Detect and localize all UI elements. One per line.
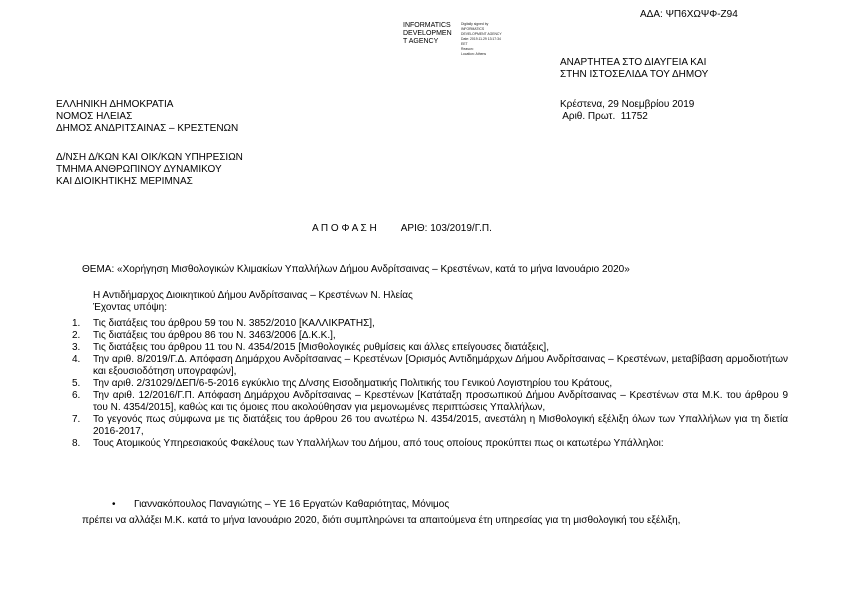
digital-signature	[461, 22, 502, 57]
header-line: ΕΛΛΗΝΙΚΗ ΔΗΜΟΚΡΑΤΙΑ	[56, 99, 174, 110]
list-item-number: 3.	[72, 342, 81, 353]
issuer-label-line: INFORMATICS	[403, 22, 451, 29]
list-item-text: Την αριθ. 8/2019/Γ.Δ. Απόφαση Δημάρχου Ανδρίτσαινας – Κρεστένων [Ορισμός Αντιδημάρχων Δήμου Ανδρίτσαινας – Κρεστένων, μεταβίβαση αρμοδιοτήτων και εξουσιοδότηση υπογραφών],	[93, 354, 788, 377]
list-item	[72, 390, 788, 414]
date-protocol	[560, 99, 694, 123]
department-line: Δ/ΝΣΗ Δ/ΚΩΝ ΚΑΙ ΟΙΚ/ΚΩΝ ΥΠΗΡΕΣΙΩΝ	[56, 152, 243, 163]
issuer-label-line: DEVELOPMEN	[403, 30, 452, 37]
list-item-text: Τους Ατομικούς Υπηρεσιακούς Φακέλους των Υπαλλήλων του Δήμου, από τους οποίους προκύπτει πως οι κατωτέρω Υπάλληλοι:	[93, 438, 664, 449]
list-item-text: Την αριθ. 12/2016/Γ.Π. Απόφαση Δημάρχου Ανδρίτσαινας – Κρεστένων [Κατάταξη προσωπικού Δήμου Ανδρίτσαινας – Κρεστένων στα Μ.Κ. του άρθρου 9 του Ν. 4354/2015], καθώς και τις όμοιες που ακολούθησαν για μεμονωμένες περιπτώσεις Υπαλλήλων,	[93, 390, 788, 413]
signature-line: EET	[461, 42, 468, 46]
list-item-number: 8.	[72, 438, 81, 449]
list-item-text: Τις διατάξεις του άρθρου 11 του Ν. 4354/2015 [Μισθολογικές ρυθμίσεις και άλλες επείγουσες διατάξεις],	[93, 342, 549, 353]
posting-notice-line: ΑΝΑΡΤΗΤΕΑ ΣΤΟ ΔΙΑΥΓΕΙΑ ΚΑΙ	[560, 57, 707, 68]
employee-bullet	[112, 499, 449, 511]
list-item-text: Την αριθ. 2/31029/ΔΕΠ/6-5-2016 εγκύκλιο της Δ/νσης Εισοδηματικής Πολιτικής του Γενικού Λογιστηρίου του Κράτους,	[93, 378, 613, 389]
list-item	[72, 438, 788, 450]
ada-code: ΑΔΑ: ΨΠ6ΧΩΨΦ-Ζ94	[640, 9, 738, 20]
list-item	[72, 378, 788, 390]
list-item-text: Τις διατάξεις του άρθρου 86 του Ν. 3463/2006 [Δ.Κ.Κ.],	[93, 330, 336, 341]
issuer-label	[403, 22, 452, 46]
intro	[93, 290, 413, 314]
list-item-text: Τις διατάξεις του άρθρου 59 του Ν. 3852/2010 [ΚΑΛΛΙΚΡΑΤΗΣ],	[93, 318, 375, 329]
decision-heading	[312, 223, 492, 235]
list-item-number: 6.	[72, 390, 81, 401]
intro-line: Έχοντας υπόψη:	[93, 302, 167, 313]
list-item	[72, 342, 788, 354]
posting-notice	[560, 57, 708, 81]
list-item-number: 7.	[72, 414, 81, 425]
department-line: ΤΜΗΜΑ ΑΝΘΡΩΠΙΝΟΥ ΔΥΝΑΜΙΚΟΥ	[56, 164, 222, 175]
issuer-header	[56, 99, 238, 135]
signature-line: Location: Athens	[461, 52, 487, 56]
department-header	[56, 152, 243, 188]
document-date: Κρέστενα, 29 Νοεμβρίου 2019	[560, 99, 695, 110]
header-line: ΝΟΜΟΣ ΗΛΕΙΑΣ	[56, 111, 133, 122]
closing-paragraph: πρέπει να αλλάξει Μ.Κ. κατά το μήνα Ιανουάριο 2020, διότι συμπληρώνει τα απαιτούμενα έτη υπηρεσίας για τη μισθολογική του εξέλιξη,	[82, 515, 681, 526]
signature-line: INFORMATICS	[461, 27, 485, 31]
signature-line: Reason:	[461, 47, 474, 51]
department-line: ΚΑΙ ΔΙΟΙΚΗΤΙΚΗΣ ΜΕΡΙΜΝΑΣ	[56, 176, 193, 187]
list-item	[72, 330, 788, 342]
list-item-number: 5.	[72, 378, 81, 389]
list-item	[72, 318, 788, 330]
issuer-label-line: T AGENCY	[403, 38, 439, 45]
signature-line: DEVELOPMENT AGENCY	[461, 32, 502, 36]
considerations-list	[72, 318, 788, 450]
list-item-text: Το γεγονός πως σύμφωνα με τις διατάξεις του άρθρου 26 του ανωτέρω Ν. 4354/2015, ανεστάλη η Μισθολογική εξέλιξη όλων των Υπαλλήλων για τη διετία 2016-2017,	[93, 414, 788, 437]
list-item	[72, 354, 788, 378]
bullet-dot-icon: •	[112, 499, 116, 510]
decision-number: ΑΡΙΘ: 103/2019/Γ.Π.	[400, 223, 492, 234]
intro-line: Η Αντιδήμαρχος Διοικητικού Δήμου Ανδρίτσαινας – Κρεστένων Ν. Ηλείας	[93, 290, 413, 301]
decision-title: Α Π Ο Φ Α Σ Η	[312, 223, 377, 234]
list-item	[72, 414, 788, 438]
signature-line: Digitally signed by	[461, 22, 489, 26]
list-item-number: 1.	[72, 318, 81, 329]
protocol-number: Αριθ. Πρωτ. 11752	[560, 111, 648, 122]
subject-line: ΘΕΜΑ: «Χορήγηση Μισθολογικών Κλιμακίων Υπαλλήλων Δήμου Ανδρίτσαινας – Κρεστένων, κατά το μήνα Ιανουάριο 2020»	[82, 264, 630, 275]
posting-notice-line: ΣΤΗΝ ΙΣΤΟΣΕΛΙΔΑ ΤΟΥ ΔΗΜΟΥ	[560, 69, 709, 80]
header-line: ΔΗΜΟΣ ΑΝΔΡΙΤΣΑΙΝΑΣ – ΚΡΕΣΤΕΝΩΝ	[56, 123, 239, 134]
list-item-number: 4.	[72, 354, 81, 365]
employee-entry: Γιαννακόπουλος Παναγιώτης – ΥΕ 16 Εργατών Καθαριότητας, Μόνιμος	[134, 499, 450, 510]
list-item-number: 2.	[72, 330, 81, 341]
signature-line: Date: 2019.11.29 13:17:34	[461, 37, 501, 41]
